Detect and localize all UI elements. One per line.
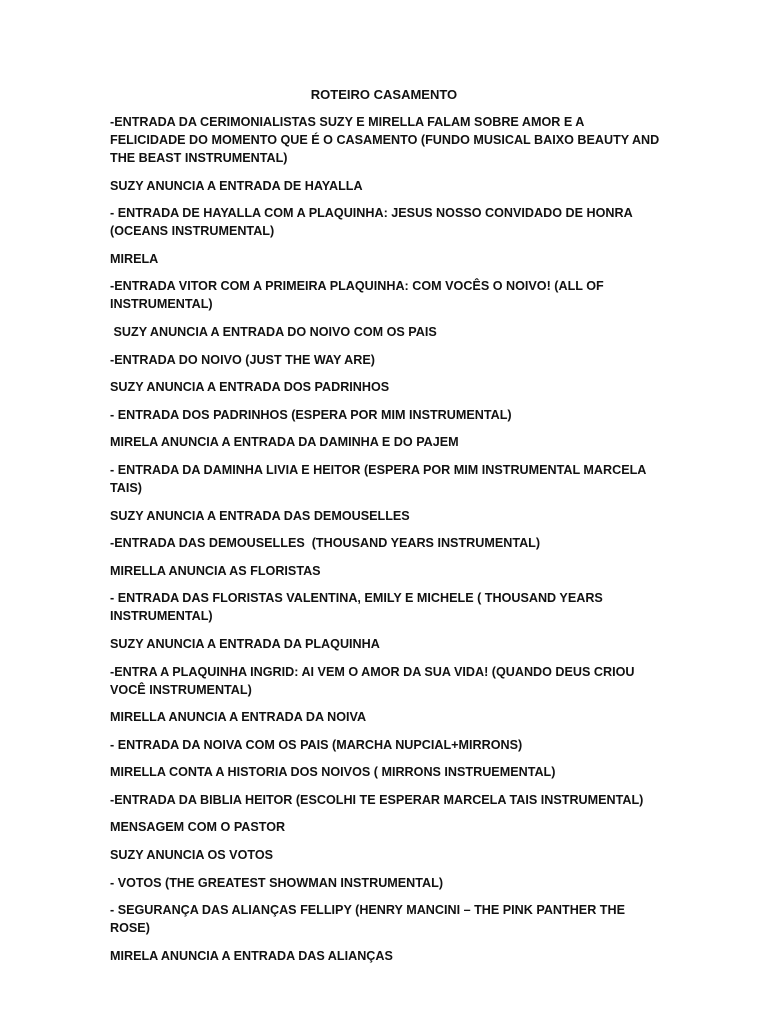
paragraph: SUZY ANUNCIA A ENTRADA DA PLAQUINHA: [110, 636, 380, 651]
paragraph: - ENTRADA DA DAMINHA LIVIA E HEITOR (ESPERA POR MIM INSTRUMENTAL MARCELA TAIS): [110, 462, 650, 495]
paragraph: -ENTRADA DA CERIMONIALISTAS SUZY E MIRELLA FALAM SOBRE AMOR E A FELICIDADE DO MOMENTO QUE É O CASAMENTO (FUNDO MUSICAL BAIXO BEAUTY AND THE BEAST INSTRUMENTAL): [110, 115, 663, 165]
document-body: [110, 113, 662, 974]
paragraph: -ENTRADA VITOR COM A PRIMEIRA PLAQUINHA: COM VOCÊS O NOIVO! (ALL OF INSTRUMENTAL): [110, 279, 608, 312]
paragraph: - ENTRADA DA NOIVA COM OS PAIS (MARCHA NUPCIAL+MIRRONS): [110, 737, 523, 752]
paragraph: -ENTRADA DAS DEMOUSELLES (THOUSAND YEARS INSTRUMENTAL): [110, 536, 541, 551]
paragraph: MIRELA ANUNCIA A ENTRADA DA DAMINHA E DO PAJEM: [110, 435, 459, 450]
paragraph: - ENTRADA DE HAYALLA COM A PLAQUINHA: JESUS NOSSO CONVIDADO DE HONRA (OCEANS INSTRUMENTAL): [110, 206, 636, 239]
paragraph: SUZY ANUNCIA A ENTRADA DAS DEMOUSELLES: [110, 508, 410, 523]
paragraph: - VOTOS (THE GREATEST SHOWMAN INSTRUMENTAL): [110, 875, 444, 890]
paragraph: -ENTRADA DA BIBLIA HEITOR (ESCOLHI TE ESPERAR MARCELA TAIS INSTRUMENTAL): [110, 792, 644, 807]
paragraph: MIRELLA ANUNCIA A ENTRADA DA NOIVA: [110, 710, 367, 725]
document-title: ROTEIRO CASAMENTO: [310, 87, 458, 102]
paragraph: - SEGURANÇA DAS ALIANÇAS FELLIPY (HENRY MANCINI – THE PINK PANTHER THE ROSE): [110, 903, 629, 936]
paragraph: SUZY ANUNCIA A ENTRADA DE HAYALLA: [110, 178, 363, 193]
paragraph: MENSAGEM COM O PASTOR: [110, 820, 286, 835]
paragraph: - ENTRADA DAS FLORISTAS VALENTINA, EMILY E MICHELE ( THOUSAND YEARS INSTRUMENTAL): [110, 591, 607, 624]
paragraph: MIRELLA CONTA A HISTORIA DOS NOIVOS ( MIRRONS INSTRUEMENTAL): [110, 765, 556, 780]
paragraph: SUZY ANUNCIA A ENTRADA DOS PADRINHOS: [110, 380, 390, 395]
paragraph: MIRELLA ANUNCIA AS FLORISTAS: [110, 563, 321, 578]
paragraph: MIRELA ANUNCIA A ENTRADA DAS ALIANÇAS: [110, 948, 393, 963]
paragraph: SUZY ANUNCIA A ENTRADA DO NOIVO COM OS PAIS: [110, 324, 437, 339]
paragraph: - ENTRADA DOS PADRINHOS (ESPERA POR MIM INSTRUMENTAL): [110, 407, 512, 422]
paragraph: MIRELA: [110, 251, 159, 266]
paragraph: -ENTRADA DO NOIVO (JUST THE WAY ARE): [110, 352, 375, 367]
paragraph: -ENTRA A PLAQUINHA INGRID: AI VEM O AMOR DA SUA VIDA! (QUANDO DEUS CRIOU VOCÊ INSTRUMENTAL): [110, 664, 638, 697]
paragraph: SUZY ANUNCIA OS VOTOS: [110, 848, 274, 863]
